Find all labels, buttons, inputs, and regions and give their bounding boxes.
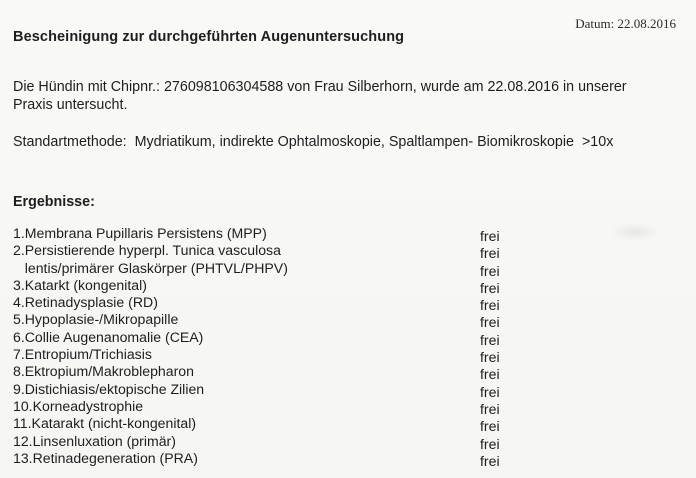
result-value: frei: [480, 366, 500, 383]
result-value: frei: [480, 314, 500, 331]
result-row: [13, 260, 613, 277]
document-title: Bescheinigung zur durchgeführten Augenuntersuchung: [13, 29, 405, 45]
result-row: [13, 398, 613, 415]
result-value: frei: [480, 452, 500, 469]
result-label: lentis/primärer Glaskörper (PHTVL/PHPV): [13, 259, 288, 276]
result-label: 3.Katarkt (kongenital): [13, 276, 147, 293]
result-row: [13, 450, 613, 467]
document-date: Datum: 22.08.2016: [575, 16, 676, 31]
result-label: 2.Persistierende hyperpl. Tunica vasculosa: [13, 242, 281, 259]
result-row: [13, 277, 613, 294]
result-label: 1.Membrana Pupillaris Persistens (MPP): [13, 225, 267, 241]
result-value: frei: [480, 349, 500, 366]
result-row: [13, 381, 613, 398]
result-row: [13, 346, 613, 366]
result-row: [13, 242, 613, 262]
results-heading: Ergebnisse:: [13, 194, 95, 210]
result-label: 6.Collie Augenanomalie (CEA): [13, 328, 204, 345]
result-value: frei: [480, 228, 500, 244]
result-label: 11.Katarakt (nicht-kongenital): [13, 415, 197, 432]
result-value: frei: [480, 297, 500, 314]
result-label: 5.Hypoplasie-/Mikropapille: [13, 311, 179, 328]
result-label: 13.Retinadegeneration (PRA): [13, 449, 198, 466]
result-value: frei: [480, 262, 500, 279]
result-value: frei: [480, 279, 500, 296]
result-value: frei: [480, 400, 500, 417]
result-row: [13, 433, 613, 450]
result-row: [13, 329, 613, 346]
result-row: [13, 415, 613, 435]
scan-smudge: [610, 222, 660, 242]
results-list: [13, 225, 613, 467]
result-label: 4.Retinadysplasie (RD): [13, 294, 158, 311]
result-label: 12.Linsenluxation (primär): [13, 432, 176, 449]
result-label: 9.Distichiasis/ektopische Zilien: [13, 380, 205, 397]
result-value: frei: [480, 331, 500, 348]
result-value: frei: [480, 435, 500, 452]
result-value: frei: [480, 383, 500, 400]
result-row: [13, 311, 613, 331]
result-row: [13, 363, 613, 383]
result-value: frei: [480, 245, 500, 262]
intro-paragraph: [13, 79, 683, 114]
result-label: 7.Entropium/Trichiasis: [13, 346, 152, 363]
result-row: [13, 225, 613, 242]
result-value: frei: [480, 418, 500, 435]
intro-line-2: Praxis untersucht.: [13, 96, 128, 113]
result-label: 10.Korneadystrophie: [13, 397, 144, 414]
result-row: [13, 294, 613, 314]
method-line: Standartmethode: Mydriatikum, indirekte Ophtalmoskopie, Spaltlampen- Biomikroskopie >10x: [13, 134, 614, 150]
result-label: 8.Ektropium/Makroblepharon: [13, 363, 194, 380]
intro-line-1: Die Hündin mit Chipnr.: 276098106304588 von Frau Silberhorn, wurde am 22.08.2016 in unserer: [13, 79, 627, 95]
